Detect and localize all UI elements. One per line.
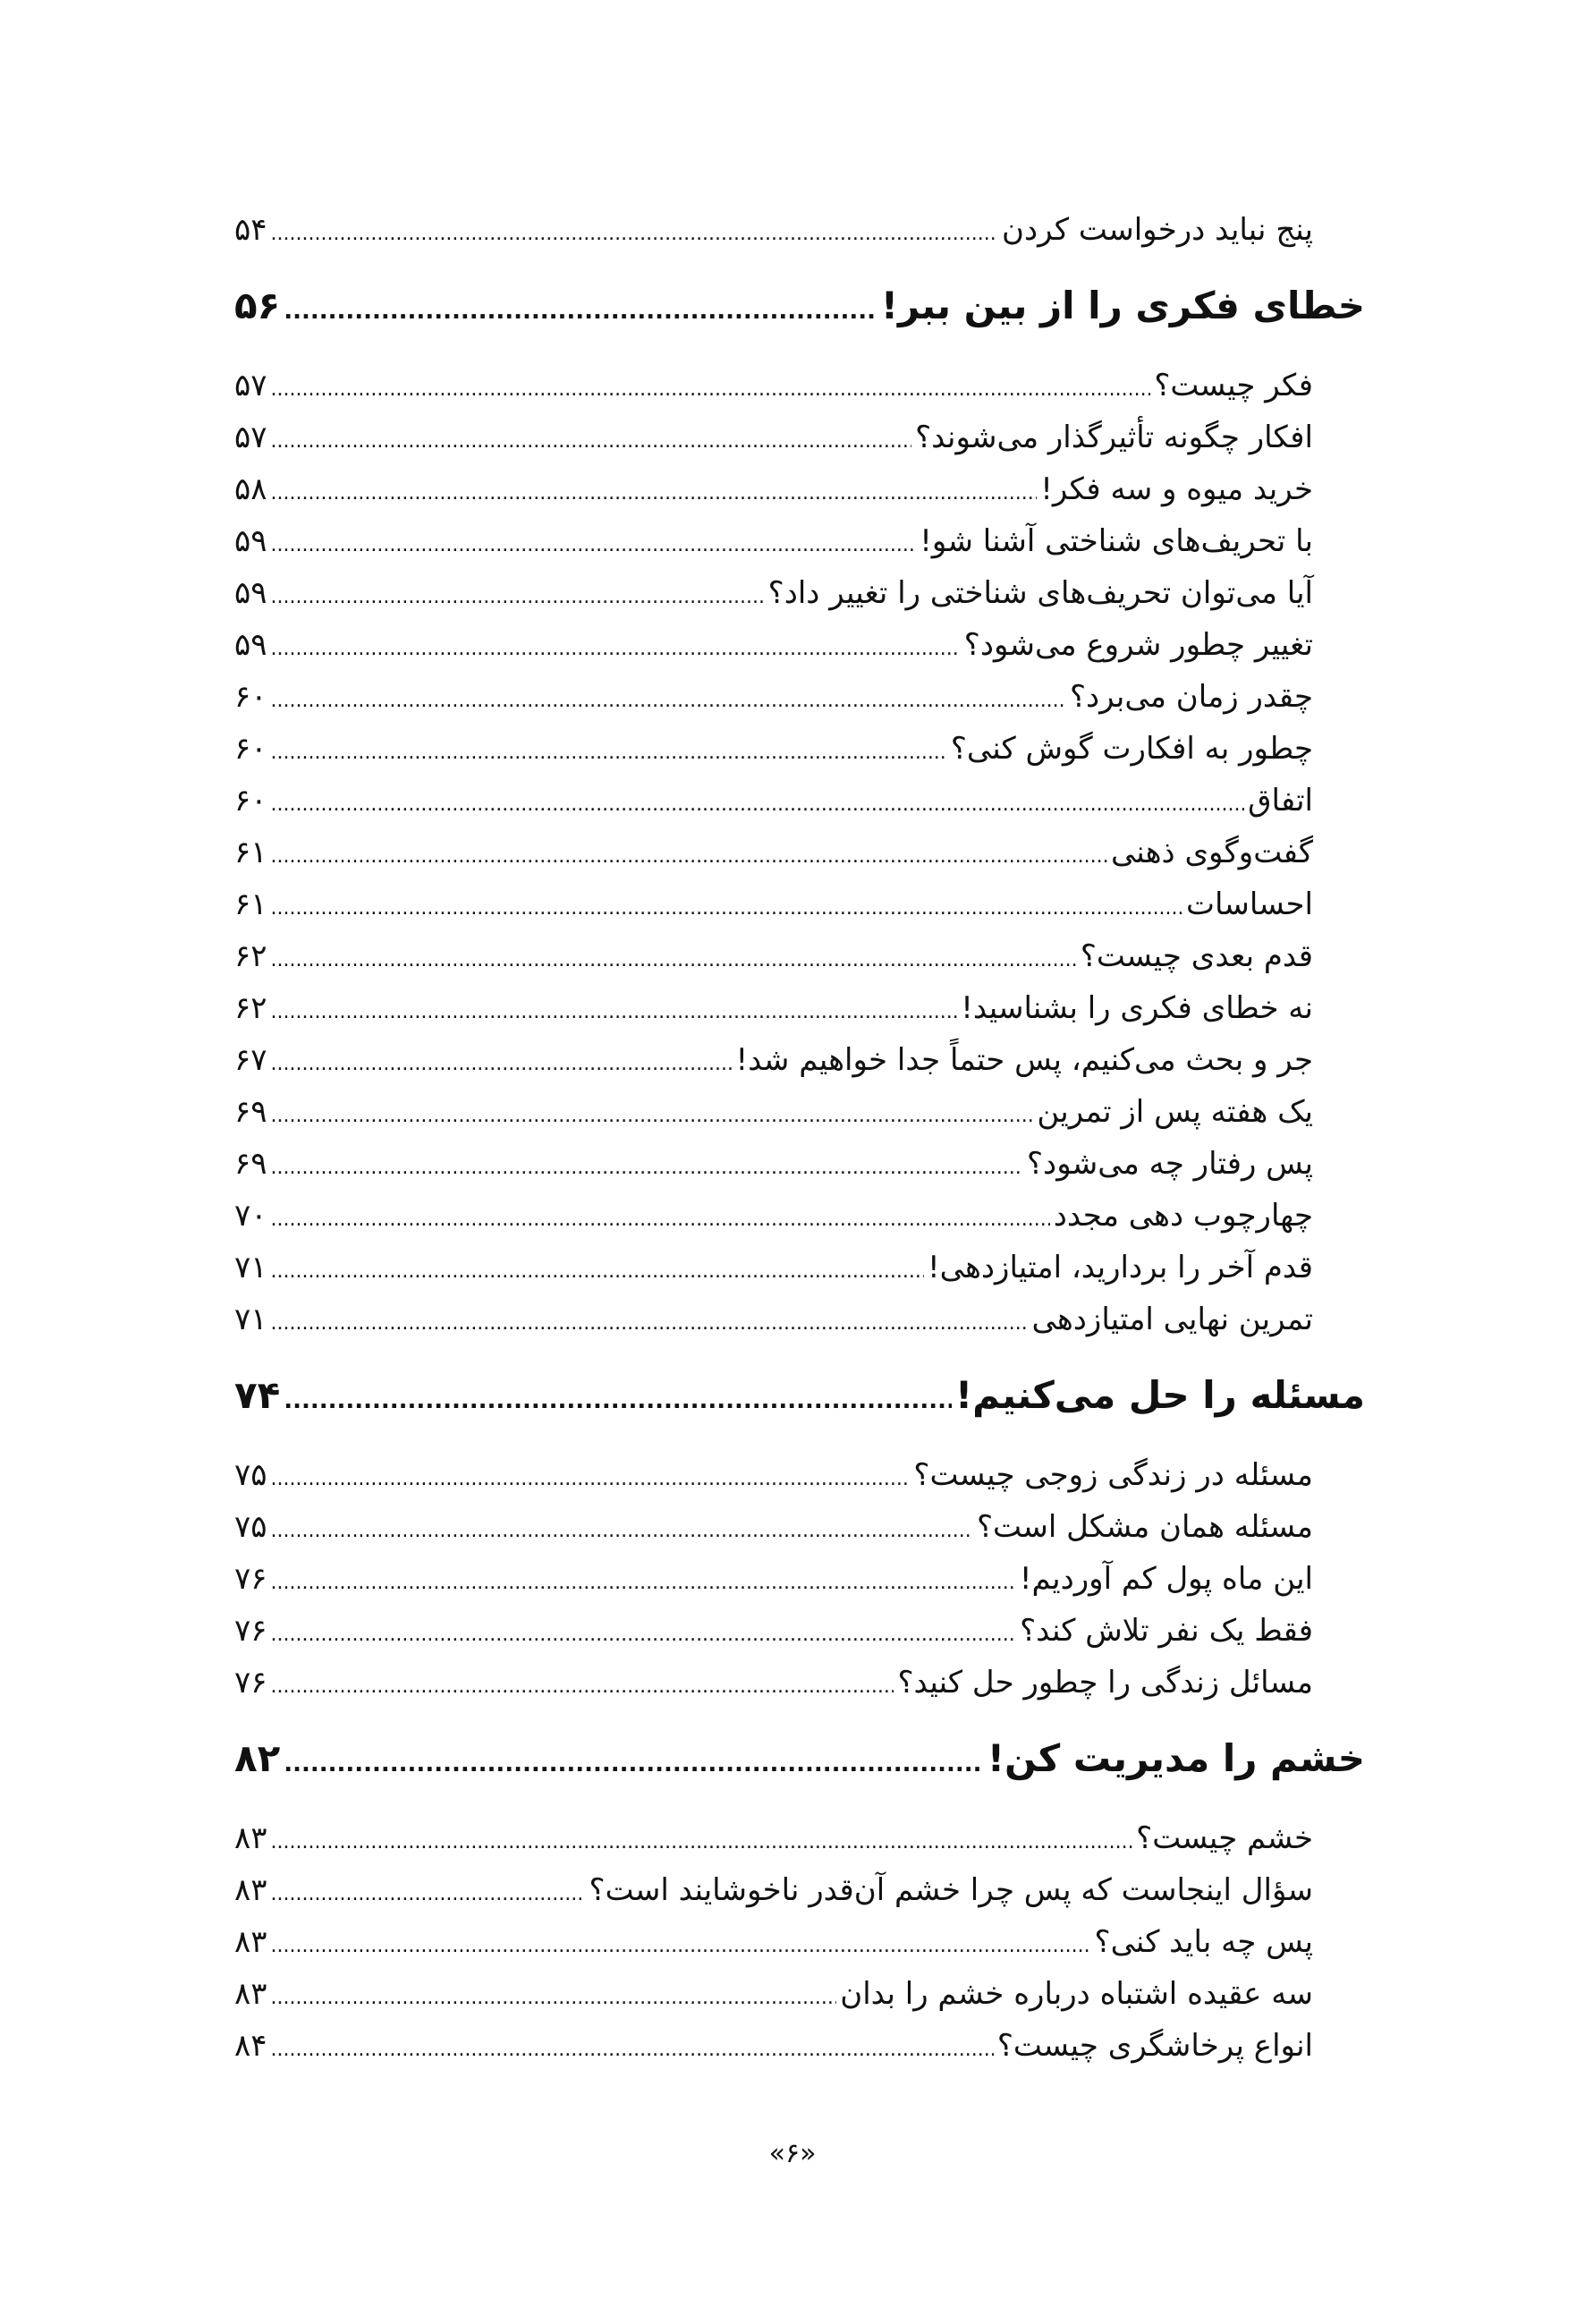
dot-leader <box>271 1199 1050 1242</box>
toc-entry <box>234 619 1365 671</box>
toc-entry <box>234 411 1365 463</box>
entry-title: یک هفته پس از تمرین <box>1037 1094 1313 1130</box>
dot-leader <box>271 576 765 619</box>
entry-title: اتفاق <box>1248 783 1313 818</box>
toc-chapter-heading <box>234 272 1365 340</box>
page-number-ref: ۸۳ <box>234 1976 267 2012</box>
page-number-ref: ۵۶ <box>234 284 281 327</box>
dot-leader <box>271 1095 1034 1138</box>
entry-title: انواع پرخاشگری چیست؟ <box>996 2028 1313 2064</box>
dot-leader <box>271 1302 1029 1345</box>
chapter-title: مسئله را حل می‌کنیم! <box>954 1373 1365 1417</box>
dot-leader <box>271 213 998 256</box>
entry-title: تغییر چطور شروع می‌شود؟ <box>963 627 1313 663</box>
toc-entry <box>234 1812 1365 1864</box>
toc-entry <box>234 463 1365 515</box>
toc-entry <box>234 515 1365 567</box>
entry-title: گفت‌وگوی ذهنی <box>1110 835 1313 870</box>
toc-entry <box>234 723 1365 775</box>
toc-entry <box>234 1293 1365 1345</box>
entry-title: مسائل زندگی را چطور حل کنید؟ <box>897 1665 1313 1701</box>
entry-title: جر و بحث می‌کنیم، پس حتماً جدا خواهیم شد! <box>735 1042 1313 1078</box>
entry-title: سه عقیده اشتباه درباره خشم را بدان <box>840 1976 1313 2012</box>
page-number-ref: ۶۰ <box>234 783 267 818</box>
page-number-ref: ۶۱ <box>234 886 267 922</box>
entry-title: قدم آخر را بردارید، امتیازدهی! <box>928 1250 1313 1285</box>
toc-entry <box>234 1086 1365 1138</box>
dot-leader <box>284 1372 952 1429</box>
page-number-ref: ۷۴ <box>234 1373 281 1417</box>
dot-leader <box>271 1925 1091 1968</box>
chapter-title: خشم را مدیریت کن! <box>987 1736 1365 1780</box>
page-number-ref: ۶۹ <box>234 1094 267 1130</box>
toc-entry <box>234 827 1365 878</box>
toc-entry <box>234 204 1365 256</box>
entry-title: مسئله همان مشکل است؟ <box>976 1509 1313 1545</box>
dot-leader <box>271 835 1107 878</box>
entry-title: افکار چگونه تأثیرگذار می‌شوند؟ <box>915 420 1313 455</box>
page-number-ref: ۵۸ <box>234 471 267 507</box>
toc-entry <box>234 1968 1365 2020</box>
entry-title: آیا می‌توان تحریف‌های شناختی را تغییر داد؟ <box>767 575 1313 611</box>
page-number-ref: ۶۱ <box>234 835 267 870</box>
page-number-ref: ۷۱ <box>234 1250 267 1285</box>
entry-title: چهارچوب دهی مجدد <box>1053 1198 1313 1234</box>
toc-entry <box>234 878 1365 930</box>
page-number-ref: ۸۳ <box>234 1820 267 1856</box>
dot-leader <box>271 680 1066 723</box>
page-number-ref: ۸۳ <box>234 1924 267 1960</box>
entry-title: با تحریف‌های شناختی آشنا شو! <box>920 523 1313 559</box>
dot-leader <box>271 369 1151 411</box>
page-number-ref: ۸۳ <box>234 1872 267 1908</box>
page-number-ref: ۵۹ <box>234 627 267 663</box>
page-number-ref: ۷۶ <box>234 1561 267 1597</box>
entry-title: خرید میوه و سه فکر! <box>1040 471 1313 507</box>
page-number-ref: ۵۹ <box>234 575 267 611</box>
page-number-ref: ۶۷ <box>234 1042 267 1078</box>
page-number-ref: ۷۵ <box>234 1457 267 1493</box>
page-number-ref: ۷۱ <box>234 1302 267 1337</box>
page-number-ref: ۸۲ <box>234 1736 281 1780</box>
toc-entry <box>234 567 1365 619</box>
chapter-title: خطای فکری را از بین ببر! <box>880 284 1365 327</box>
page-number-ref: ۷۶ <box>234 1665 267 1701</box>
dot-leader <box>271 991 958 1034</box>
dot-leader <box>271 1147 1023 1190</box>
toc-entry <box>234 671 1365 723</box>
dot-leader <box>271 1821 1133 1864</box>
entry-title: نه خطای فکری را بشناسید! <box>961 990 1313 1026</box>
toc-entry <box>234 1605 1365 1657</box>
dot-leader <box>271 784 1245 827</box>
toc-entry <box>234 775 1365 827</box>
page-number-ref: ۶۹ <box>234 1146 267 1182</box>
dot-leader <box>271 1873 586 1916</box>
dot-leader <box>271 1562 1016 1605</box>
page-number-ref: ۷۰ <box>234 1198 267 1234</box>
dot-leader <box>271 887 1182 930</box>
dot-leader <box>271 2029 994 2072</box>
entry-title: پنج نباید درخواست کردن <box>1001 212 1313 248</box>
dot-leader <box>271 524 917 567</box>
entry-title: مسئله در زندگی زوجی چیست؟ <box>913 1457 1313 1493</box>
toc-entry <box>234 1916 1365 1968</box>
entry-title: سؤال اینجاست که پس چرا خشم آن‌قدر ناخوشایند است؟ <box>589 1872 1313 1908</box>
toc-chapter-heading <box>234 1725 1365 1793</box>
dot-leader <box>271 1458 911 1501</box>
dot-leader <box>271 628 961 671</box>
entry-title: چطور به افکارت گوش کنی؟ <box>950 731 1313 767</box>
page-number-ref: ۶۰ <box>234 731 267 767</box>
toc-entry <box>234 1553 1365 1605</box>
entry-title: فقط یک نفر تلاش کند؟ <box>1020 1613 1313 1649</box>
entry-title: این ماه پول کم آوردیم! <box>1019 1561 1313 1597</box>
dot-leader <box>284 283 877 340</box>
page-number-ref: ۵۴ <box>234 212 267 248</box>
toc-entry <box>234 1190 1365 1242</box>
toc-entry <box>234 982 1365 1034</box>
toc-entry <box>234 2020 1365 2072</box>
dot-leader <box>271 732 947 775</box>
page-number-ref: ۶۲ <box>234 990 267 1026</box>
dot-leader <box>271 472 1038 515</box>
entry-title: فکر چیست؟ <box>1154 368 1313 403</box>
toc-entry <box>234 1449 1365 1501</box>
toc-entry <box>234 1138 1365 1190</box>
toc-entry <box>234 1501 1365 1553</box>
toc-entry <box>234 360 1365 411</box>
page-number-ref: ۵۷ <box>234 368 267 403</box>
page-number-ref: ۷۶ <box>234 1613 267 1649</box>
toc-entry <box>234 1864 1365 1916</box>
dot-leader <box>271 1666 894 1709</box>
toc-entry <box>234 1034 1365 1086</box>
entry-title: چقدر زمان می‌برد؟ <box>1069 679 1313 715</box>
entry-title: احساسات <box>1185 886 1313 922</box>
entry-title: قدم بعدی چیست؟ <box>1080 938 1313 974</box>
dot-leader <box>271 420 912 463</box>
entry-title: تمرین نهایی امتیازدهی <box>1031 1302 1313 1337</box>
dot-leader <box>271 1043 733 1086</box>
page-number-ref: ۶۰ <box>234 679 267 715</box>
page-number-ref: ۵۷ <box>234 420 267 455</box>
page-number-ref: ۵۹ <box>234 523 267 559</box>
page-number-ref: ۶۲ <box>234 938 267 974</box>
table-of-contents <box>234 204 1365 2072</box>
dot-leader <box>271 1251 924 1293</box>
dot-leader <box>284 1735 984 1793</box>
toc-entry <box>234 1657 1365 1709</box>
toc-chapter-heading <box>234 1361 1365 1429</box>
dot-leader <box>271 1977 837 2020</box>
dot-leader <box>271 1510 973 1553</box>
dot-leader <box>271 1614 1017 1657</box>
page-number-ref: ۸۴ <box>234 2028 267 2064</box>
entry-title: پس چه باید کنی؟ <box>1094 1924 1313 1960</box>
toc-entry <box>234 1242 1365 1293</box>
page-number-ref: ۷۵ <box>234 1509 267 1545</box>
entry-title: پس رفتار چه می‌شود؟ <box>1027 1146 1313 1182</box>
entry-title: خشم چیست؟ <box>1136 1820 1313 1856</box>
page-number: «۶» <box>768 2138 817 2169</box>
toc-entry <box>234 930 1365 982</box>
dot-leader <box>271 939 1077 982</box>
